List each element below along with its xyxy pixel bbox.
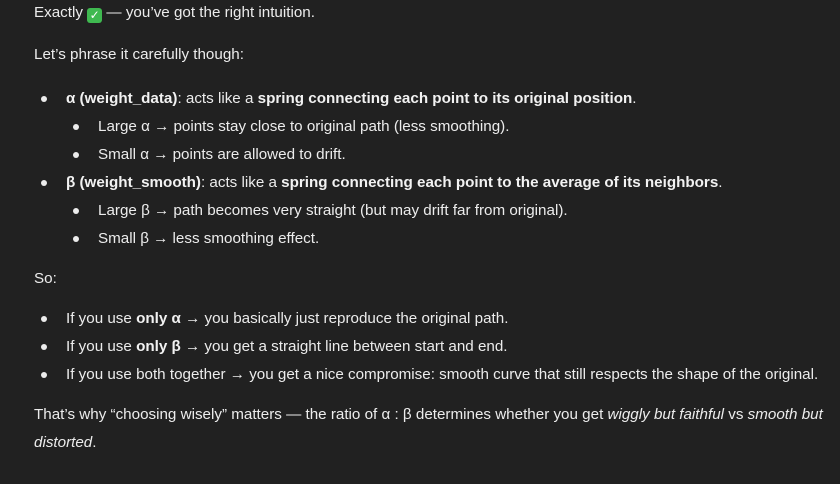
beta-name: β (weight_smooth) (66, 174, 201, 191)
so-item-post: → you get a straight line between start and end. (180, 338, 508, 355)
beta-end: . (718, 174, 723, 191)
list-item: Large β → path becomes very straight (but may drift far from original). (66, 197, 824, 225)
alpha-name: α (weight_data) (66, 90, 178, 107)
so-item-pre: If you use (66, 338, 137, 355)
list-item-beta (34, 169, 824, 253)
list-item (34, 333, 824, 361)
alpha-sub-list (66, 113, 824, 169)
final-end: . (92, 434, 97, 451)
alpha-mid: : acts like a (177, 90, 258, 107)
so-item-bold: only α (136, 310, 181, 327)
list-item-alpha (34, 85, 824, 169)
so-item-pre: If you use (66, 310, 137, 327)
beta-bold-desc: spring connecting each point to the average of its neighbors (281, 174, 719, 191)
so-item-post: → you basically just reproduce the original path. (180, 310, 509, 327)
assistant-message (34, 0, 824, 457)
definitions-list (34, 85, 824, 253)
list-item: Small α → points are allowed to drift. (66, 141, 824, 169)
phrase-line: Let’s phrase it carefully though: (34, 46, 244, 63)
list-item: Small β → less smoothing effect. (66, 225, 824, 253)
list-item (34, 305, 824, 333)
alpha-bold-desc: spring connecting each point to its original position (257, 90, 633, 107)
final-paragraph (34, 401, 824, 457)
list-item: Large α → points stay close to original path (less smoothing). (66, 113, 824, 141)
list-item (34, 361, 824, 389)
final-italic-distorted: smooth but distorted (34, 406, 823, 451)
beta-sub-list (66, 197, 824, 253)
intro-line (34, 0, 824, 27)
so-item-pre: If you use both together → you get a nice compromise: smooth curve that still respects the shape of the original. (66, 366, 819, 383)
beta-mid: : acts like a (200, 174, 282, 191)
so-label: So: (34, 270, 57, 287)
final-mid: vs (724, 406, 748, 423)
intro-word: Exactly (34, 4, 83, 21)
final-italic-faithful: wiggly but faithful (607, 406, 725, 423)
so-list (34, 305, 824, 389)
intro-rest: — you’ve got the right intuition. (106, 4, 315, 21)
final-pre: That’s why “choosing wisely” matters — the ratio of α : β determines whether you get (34, 406, 608, 423)
check-mark-icon: ✓ (87, 8, 102, 23)
alpha-end: . (632, 90, 637, 107)
so-item-bold: only β (136, 338, 181, 355)
